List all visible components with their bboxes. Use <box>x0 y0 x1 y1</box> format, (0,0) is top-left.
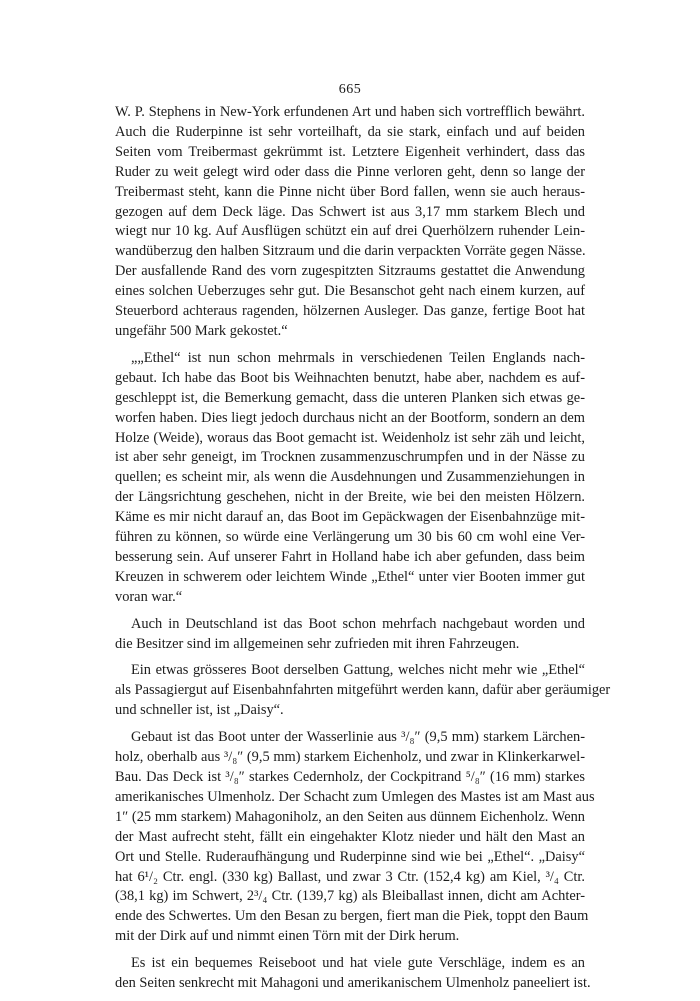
text-line: Kreuzen in schwerem oder leichtem Winde „Ethel“ unter vier Booten immer gut <box>115 568 585 585</box>
paragraph <box>115 349 585 608</box>
text-line: Auch in Deutschland ist das Boot schon mehrfach nachgebaut worden und <box>131 615 585 632</box>
text-line: quellen; es scheint mir, als wenn die Ausdehnungen und Zusammenziehungen in <box>115 469 585 486</box>
paragraph <box>115 103 585 342</box>
text-line: Auch die Ruderpinne ist sehr vorteilhaft, da sie stark, einfach und auf beiden <box>115 123 585 140</box>
paragraph <box>115 615 585 655</box>
text-line: holz, oberhalb aus ³/₈″ (9,5 mm) starkem Eichenholz, und zwar in Klinkerkarwel- <box>115 749 585 766</box>
text-line: Ein etwas grösseres Boot derselben Gattung, welches nicht mehr wie „Ethel“ <box>131 662 585 679</box>
text-line: wiegt nur 10 kg. Auf Ausflügen schützt ein auf drei Querhölzern ruhender Lein- <box>115 223 585 240</box>
text-line: voran war.“ <box>115 588 183 605</box>
text-line: Es ist ein bequemes Reiseboot und hat viele gute Verschläge, indem es an <box>131 955 585 972</box>
text-line: W. P. Stephens in New-York erfundenen Art und haben sich vortrefflich bewährt. <box>115 104 585 120</box>
text-line: Seiten vom Treibermast gekrümmt ist. Letztere Eigenheit verhindert, dass das <box>115 143 585 160</box>
text-line: ungefähr 500 Mark gekostet.“ <box>115 322 288 339</box>
text-line: „„Ethel“ ist nun schon mehrmals in verschiedenen Teilen Englands nach- <box>131 349 585 366</box>
text-line: Steuerbord achteraus ragenden, hölzernen Ausleger. Das ganze, fertige Boot hat <box>115 303 585 320</box>
text-line: führen zu können, so würde eine Verlängerung um 30 bis 60 cm wohl eine Ver- <box>115 529 585 546</box>
text-line: ist aber sehr geneigt, im Trocknen zusammenzuschrumpfen und in der Nässe zu <box>115 449 585 466</box>
text-line: gebaut. Ich habe das Boot bis Weihnachten benutzt, habe aber, nachdem es auf- <box>115 369 585 386</box>
text-line: Ruder zu weit gelegt wird oder dass die Pinne verloren geht, denn so lange der <box>115 163 585 180</box>
text-line: Käme es mir nicht darauf an, das Boot im Gepäckwagen der Eisenbahnzüge mit- <box>115 509 585 526</box>
text-line: Ort und Stelle. Ruderaufhängung und Ruderpinne sind wie bei „Ethel“. „Daisy“ <box>115 848 585 865</box>
text-line: hat 6¹/₂ Ctr. engl. (330 kg) Ballast, und zwar 3 Ctr. (152,4 kg) am Kiel, ³/₄ Ctr. <box>115 868 585 885</box>
text-line: worfen haben. Dies liegt jedoch durchaus nicht an der Bootform, sondern an dem <box>115 409 585 426</box>
text-line: der Längsrichtung geschehen, nicht in der Breite, wie bei den meisten Hölzern. <box>115 489 585 506</box>
text-line: als Passagiergut auf Eisenbahnfahrten mitgeführt werden kann, dafür aber geräumiger <box>115 682 611 699</box>
text-line: gezogen auf dem Deck läge. Das Schwert ist aus 3,17 mm starkem Blech und <box>115 203 585 220</box>
paragraph <box>115 728 595 947</box>
text-line: Der ausfallende Rand des vorn zugespitzten Sitzraums gestattet die Anwendung <box>115 263 585 280</box>
text-line: Gebaut ist das Boot unter der Wasserlinie aus ³/₈″ (9,5 mm) starkem Lärchen- <box>131 729 585 746</box>
text-line: (38,1 kg) im Schwert, 2³/₄ Ctr. (139,7 kg) als Bleiballast innen, dicht am Achter- <box>115 888 585 905</box>
paragraph <box>115 954 591 994</box>
text-line: der Mast aufrecht steht, fällt ein eingehakter Klotz nieder und hält den Mast an <box>115 828 585 845</box>
text-line: 1″ (25 mm starkem) Mahagoniholz, an den Seiten aus dünnem Eichenholz. Wenn <box>115 808 585 825</box>
text-line: geschleppt ist, die Bemerkung gemacht, dass die unteren Planken sich etwas ge- <box>115 389 585 406</box>
text-line: amerikanisches Ulmenholz. Der Schacht zum Umlegen des Mastes ist am Mast aus <box>115 788 595 805</box>
body-text <box>115 103 611 1001</box>
text-line: wandüberzug den halben Sitzraum und die darin verpackten Vorräte gegen Nässe. <box>115 243 586 260</box>
text-line: Holze (Weide), woraus das Boot gemacht ist. Weidenholz ist sehr zäh und leicht, <box>115 429 585 446</box>
text-line: und schneller ist, ist „Daisy“. <box>115 702 284 719</box>
page-number: 665 <box>338 82 362 97</box>
text-line: eines solchen Ueberzuges sehr gut. Die Besanschot geht nach einem kurzen, auf <box>115 283 585 300</box>
text-line: mit der Dirk auf und nimmt einen Törn mit der Dirk herum. <box>115 928 460 945</box>
text-line: besserung sein. Auf unserer Fahrt in Holland habe ich aber gefunden, dass beim <box>115 548 585 565</box>
paragraph <box>115 661 611 721</box>
text-line: Treibermast steht, kann die Pinne nicht über Bord fallen, wenn sie auch heraus- <box>115 183 585 200</box>
text-line: ende des Schwertes. Um den Besan zu bergen, fiert man die Piek, toppt den Baum <box>115 908 589 925</box>
text-line: den Seiten senkrecht mit Mahagoni und amerikanischem Ulmenholz paneeliert ist. <box>115 975 591 992</box>
text-line: die Besitzer sind im allgemeinen sehr zufrieden mit ihren Fahrzeugen. <box>115 635 520 652</box>
text-line: Bau. Das Deck ist ³/₈″ starkes Cedernholz, der Cockpitrand ⁵/₈″ (16 mm) starkes <box>115 769 585 785</box>
